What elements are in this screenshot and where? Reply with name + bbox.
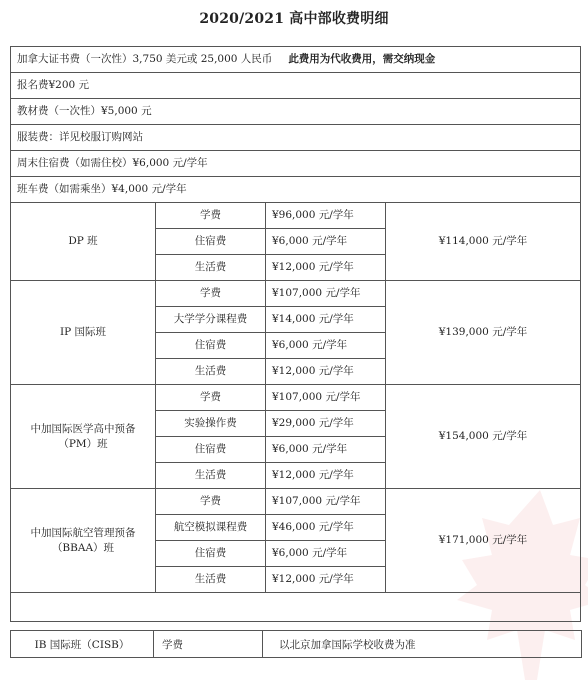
general-fee-cell bbox=[11, 47, 581, 73]
general-fee-text: 报名费¥200 元 bbox=[17, 79, 90, 92]
page-title: 2020/2021 高中部收费明细 bbox=[199, 11, 389, 27]
fee-item-amount: ¥12,000 元/学年 bbox=[266, 255, 386, 281]
fee-item-amount: ¥6,000 元/学年 bbox=[266, 437, 386, 463]
general-fee-row bbox=[11, 73, 581, 99]
spacer-row bbox=[11, 593, 581, 622]
fee-item-amount: ¥96,000 元/学年 bbox=[266, 203, 386, 229]
fee-item-amount: ¥107,000 元/学年 bbox=[266, 385, 386, 411]
ib-program-name: IB 国际班（CISB） bbox=[11, 631, 154, 657]
program-name: IP 国际班 bbox=[11, 281, 156, 385]
fee-item-label: 生活费 bbox=[156, 567, 266, 593]
fee-item-label: 实验操作费 bbox=[156, 411, 266, 437]
fee-item-amount: ¥29,000 元/学年 bbox=[266, 411, 386, 437]
general-fee-row bbox=[11, 99, 581, 125]
general-fee-cell bbox=[11, 151, 581, 177]
program-total: ¥139,000 元/学年 bbox=[386, 281, 581, 385]
fee-table bbox=[10, 46, 581, 622]
general-fee-cell bbox=[11, 73, 581, 99]
program-fee-row bbox=[11, 281, 581, 307]
fee-item-amount: ¥6,000 元/学年 bbox=[266, 229, 386, 255]
general-fee-note: 此费用为代收费用，需交纳现金 bbox=[288, 53, 436, 66]
fee-item-label: 生活费 bbox=[156, 359, 266, 385]
fee-item-label: 学费 bbox=[156, 203, 266, 229]
general-fee-text: 服装费：详见校服订购网站 bbox=[17, 131, 143, 144]
ib-fee-value: 以北京加拿国际学校收费为准 bbox=[279, 638, 416, 651]
fee-item-label: 住宿费 bbox=[156, 333, 266, 359]
general-fee-row bbox=[11, 125, 581, 151]
spacer-cell bbox=[11, 593, 581, 622]
general-fee-cell bbox=[11, 177, 581, 203]
fee-item-label: 住宿费 bbox=[156, 541, 266, 567]
general-fee-row bbox=[11, 151, 581, 177]
fee-item-amount: ¥12,000 元/学年 bbox=[266, 359, 386, 385]
general-fee-cell bbox=[11, 99, 581, 125]
general-fee-row bbox=[11, 47, 581, 73]
fee-item-amount: ¥14,000 元/学年 bbox=[266, 307, 386, 333]
general-fee-text: 周末住宿费（如需住校）¥6,000 元/学年 bbox=[17, 157, 208, 170]
fee-item-amount: ¥6,000 元/学年 bbox=[266, 333, 386, 359]
fee-item-label: 生活费 bbox=[156, 463, 266, 489]
fee-item-label: 航空模拟课程费 bbox=[156, 515, 266, 541]
program-total: ¥114,000 元/学年 bbox=[386, 203, 581, 281]
program-fee-row bbox=[11, 489, 581, 515]
general-fee-text: 加拿大证书费（一次性）3,750 美元或 25,000 人民币 bbox=[17, 53, 273, 66]
general-fee-text: 教材费（一次性）¥5,000 元 bbox=[17, 105, 152, 118]
fee-item-label: 住宿费 bbox=[156, 437, 266, 463]
fee-item-amount: ¥12,000 元/学年 bbox=[266, 567, 386, 593]
program-name: 中加国际航空管理预备（BBAA）班 bbox=[11, 489, 156, 593]
fee-item-amount: ¥107,000 元/学年 bbox=[266, 281, 386, 307]
program-name: DP 班 bbox=[11, 203, 156, 281]
fee-item-amount: ¥12,000 元/学年 bbox=[266, 463, 386, 489]
fee-item-label: 学费 bbox=[156, 281, 266, 307]
general-fee-cell bbox=[11, 125, 581, 151]
fee-item-amount: ¥6,000 元/学年 bbox=[266, 541, 386, 567]
general-fee-row bbox=[11, 177, 581, 203]
fee-item-label: 大学学分课程费 bbox=[156, 307, 266, 333]
fee-item-label: 学费 bbox=[156, 489, 266, 515]
program-total: ¥154,000 元/学年 bbox=[386, 385, 581, 489]
ib-fee-label: 学费 bbox=[154, 631, 263, 657]
program-fee-row bbox=[11, 385, 581, 411]
general-fee-text: 班车费（如需乘坐）¥4,000 元/学年 bbox=[17, 183, 187, 196]
program-total: ¥171,000 元/学年 bbox=[386, 489, 581, 593]
fee-item-label: 学费 bbox=[156, 385, 266, 411]
program-name: 中加国际医学高中预备（PM）班 bbox=[11, 385, 156, 489]
fee-item-label: 住宿费 bbox=[156, 229, 266, 255]
fee-item-amount: ¥46,000 元/学年 bbox=[266, 515, 386, 541]
ib-program-row bbox=[10, 630, 582, 658]
fee-item-label: 生活费 bbox=[156, 255, 266, 281]
fee-item-amount: ¥107,000 元/学年 bbox=[266, 489, 386, 515]
program-fee-row bbox=[11, 203, 581, 229]
